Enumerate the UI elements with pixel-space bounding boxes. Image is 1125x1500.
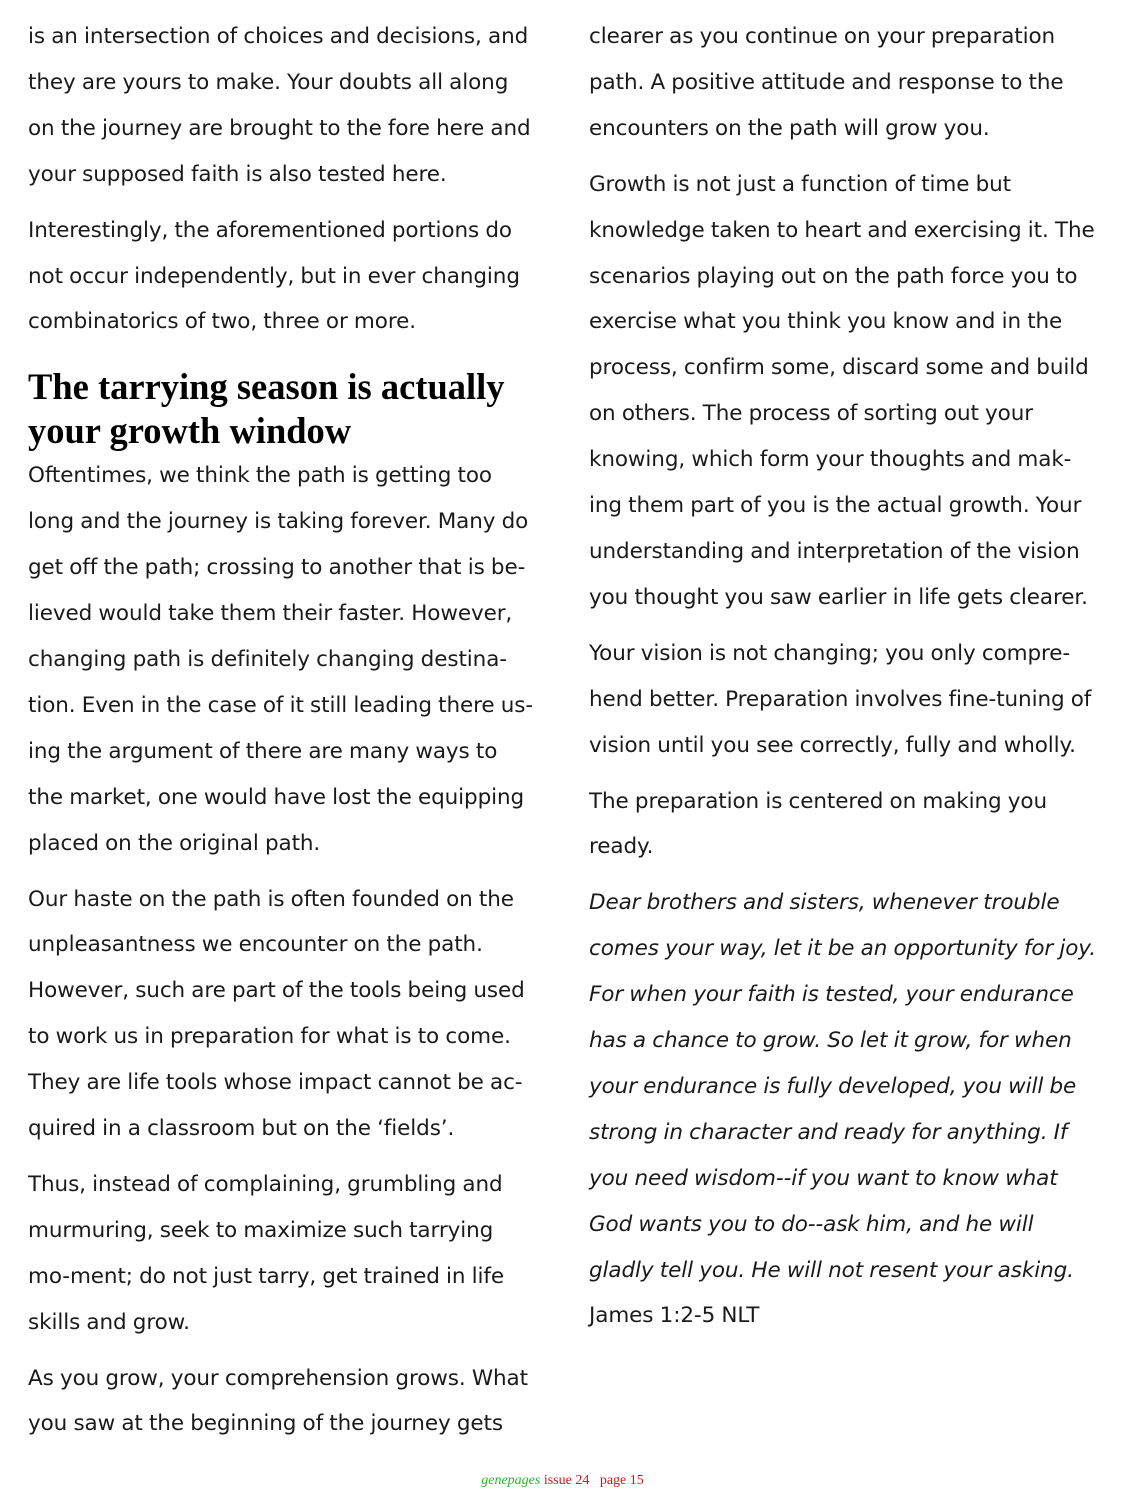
body-paragraph: Our haste on the path is often founded on the unpleasantness we encounter on the path. However, such are part of the tools being used to work us in preparation for what is to come. They are life tools whose impact cannot be ac-quired in a classroom but on the ‘fields’. xyxy=(28,886,525,1142)
body-paragraph: is an intersection of choices and decisions, and they are yours to make. Your doubts all along on the journey are brought to the fore here and your supposed faith is also tested here. xyxy=(28,24,531,187)
body-paragraph: Growth is not just a function of time but knowledge taken to heart and exercising it. The scenarios playing out on the path force you to exercise what you think you know and in the process, confirm some, discard some and build on others. The process of sorting out your knowing, which form your thoughts and mak-ing them part of you is the actual growth. Your understanding and interpretation of the vision you thought you saw earlier in life gets clearer. xyxy=(589,171,1095,610)
footer-page-number: page 15 xyxy=(599,1473,644,1488)
right-column xyxy=(589,14,1099,1349)
footer-issue: issue 24 xyxy=(543,1473,590,1488)
page-footer xyxy=(0,1473,1125,1489)
body-paragraph: clearer as you continue on your preparation path. A positive attitude and response to the encounters on the path will grow you. xyxy=(589,24,1064,141)
body-paragraph: As you grow, your comprehension grows. What you saw at the beginning of the journey gets xyxy=(28,1365,528,1437)
section-heading: The tarrying season is actually your growth window xyxy=(28,366,505,452)
body-paragraph: Interestingly, the aforementioned portions do not occur independently, but in ever changing combinatorics of two, three or more. xyxy=(28,217,520,335)
left-column xyxy=(28,14,538,1457)
body-paragraph: Your vision is not changing; you only compre-hend better. Preparation involves fine-tuning of vision until you see correctly, fully and wholly. xyxy=(589,640,1092,758)
quote-text: Dear brothers and sisters, whenever trouble comes your way, let it be an opportunity for joy. For when your faith is tested, your endurance has a chance to grow. So let it grow, for when your endurance is fully developed, you will be strong in character and ready for anything. If you need wisdom--if you want to know what God wants you to do--ask him, and he will gladly tell you. He will not resent your asking. xyxy=(589,890,1096,1283)
body-paragraph: Thus, instead of complaining, grumbling and murmuring, seek to maximize such tarrying mo-ment; do not just tarry, get trained in life skills and grow. xyxy=(28,1171,504,1335)
scripture-quote xyxy=(589,880,1099,1339)
body-paragraph: Oftentimes, we think the path is getting too long and the journey is taking forever. Many do get off the path; crossing to another that is be-lieved would take them their faster. However, changing path is definitely changing destina-tion. Even in the case of it still leading there us-ing the argument of there are many ways to the market, one would have lost the equipping placed on the original path. xyxy=(28,463,534,856)
quote-reference: James 1:2-5 NLT xyxy=(589,1303,760,1329)
body-paragraph: The preparation is centered on making you ready. xyxy=(589,788,1048,860)
footer-brand: genepages xyxy=(481,1473,541,1488)
